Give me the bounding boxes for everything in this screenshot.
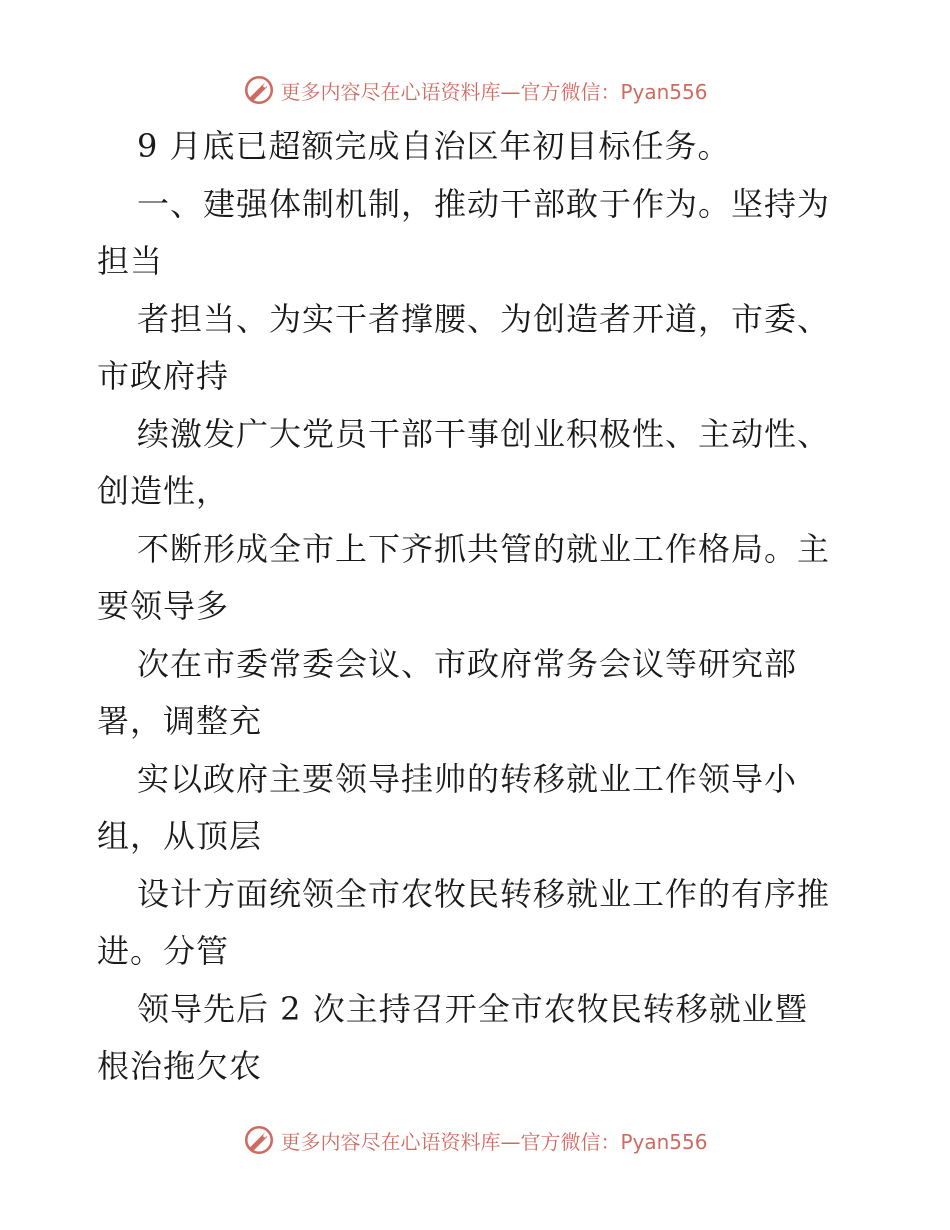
- text-line: 市政府持: [97, 357, 230, 395]
- text-line: 一、建强体制机制，推动干部敢于作为。坚持为: [137, 184, 831, 223]
- text-line: 设计方面统领全市农牧民转移就业工作的有序推: [137, 874, 831, 913]
- pen-nib-logo-icon: [242, 1123, 276, 1157]
- text-line: 要领导多: [97, 587, 230, 625]
- text-line: 实以政府主要领导挂帅的转移就业工作领导小: [137, 759, 798, 798]
- text-line: 领导先后 2 次主持召开全市农牧民转移就业暨: [137, 989, 808, 1028]
- text-line: 不断形成全市上下齐抓共管的就业工作格局。主: [137, 529, 831, 568]
- watermark-text: 更多内容尽在心语资料库—官方微信：Pyan556: [280, 1129, 708, 1154]
- header-watermark: [0, 70, 950, 110]
- text-line: 担当: [97, 242, 164, 280]
- text-line: 创造性，: [97, 472, 230, 510]
- text-line: 次在市委常委会议、市政府常务会议等研究部: [137, 644, 798, 683]
- text-line: 9 月底已超额完成自治区年初目标任务。: [137, 127, 731, 165]
- watermark-text: 更多内容尽在心语资料库—官方微信：Pyan556: [280, 79, 708, 104]
- pen-nib-logo-icon: [242, 73, 276, 107]
- text-line: 者担当、为实干者撑腰、为创造者开道，市委、: [137, 299, 831, 338]
- text-line: 进。分管: [97, 932, 230, 970]
- text-line: 组，从顶层: [97, 817, 263, 855]
- text-line: 根治拖欠农: [97, 1047, 263, 1085]
- footer-watermark: [0, 1120, 950, 1160]
- text-line: 续激发广大党员干部干事创业积极性、主动性、: [137, 414, 831, 453]
- text-line: 署，调整充: [97, 702, 263, 740]
- document-body: [97, 118, 857, 1096]
